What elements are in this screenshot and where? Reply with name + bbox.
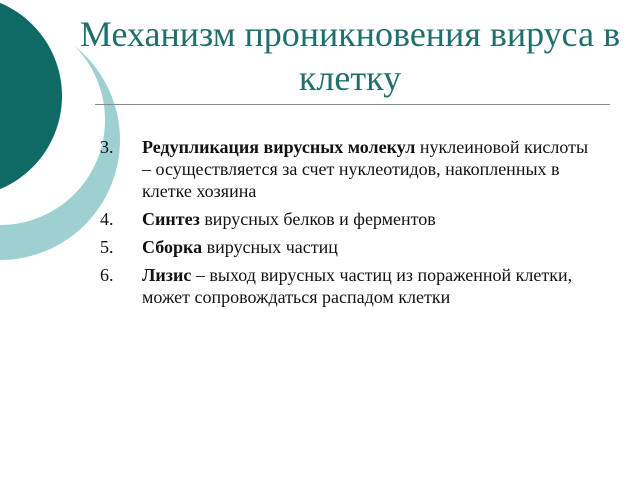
- steps-list: [100, 136, 600, 314]
- item-number: 5.: [100, 237, 114, 257]
- item-term: Сборка: [142, 237, 203, 257]
- list-item: [100, 236, 600, 258]
- item-text: нуклеиновой кислоты – осуществляется за счет нуклеотидов, накопленных в клетке хозяина: [142, 137, 589, 201]
- item-term: Редупликация вирусных молекул: [142, 137, 416, 157]
- list-item: [100, 264, 600, 308]
- item-number: 3.: [100, 137, 114, 157]
- item-number: 6.: [100, 265, 114, 285]
- list-item: [100, 208, 600, 230]
- item-text: вирусных белков и ферментов: [199, 209, 436, 229]
- item-number: 4.: [100, 209, 114, 229]
- title-divider: [95, 104, 610, 105]
- list-item: [100, 136, 600, 202]
- item-text: вирусных частиц: [202, 237, 338, 257]
- item-term: Синтез: [142, 209, 200, 229]
- item-text: – выход вирусных частиц из пораженной клетки, может сопровождаться распадом клетки: [142, 265, 573, 307]
- item-term: Лизис: [142, 265, 192, 285]
- slide-title: Механизм проникновения вируса в клетку: [79, 14, 621, 98]
